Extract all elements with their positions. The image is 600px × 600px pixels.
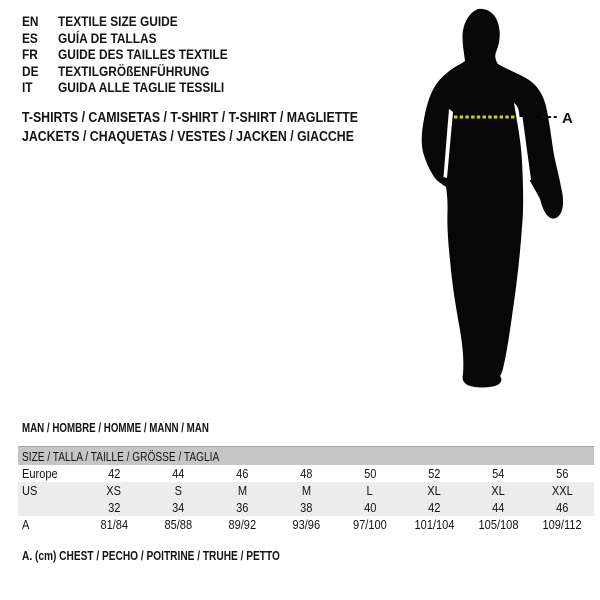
language-code-text: EN (22, 13, 39, 29)
row-label (18, 465, 82, 482)
table-cell (402, 465, 466, 482)
table-row-us-numeric (18, 499, 594, 516)
language-label: GUIDA ALLE TAGLIE TESSILI (58, 79, 225, 96)
language-label: GUÍA DE TALLAS (58, 29, 157, 46)
table-cell (274, 482, 338, 499)
category-tshirts (22, 109, 417, 128)
cell-text: 38 (299, 500, 313, 515)
table-cell (210, 516, 274, 533)
section-title-text: MAN / HOMBRE / HOMME / MANN / MAN (22, 421, 209, 435)
cell-text: 44 (171, 466, 185, 481)
table-cell (274, 465, 338, 482)
language-code (22, 13, 58, 30)
cell-text: 81/84 (100, 517, 128, 532)
cell-text: 46 (235, 466, 249, 481)
cell-text: 105/108 (478, 517, 518, 532)
table-cell (82, 482, 146, 499)
table-cell (274, 516, 338, 533)
row-label-text: A (22, 517, 30, 532)
cell-text: 56 (555, 466, 569, 481)
cell-text: 89/92 (228, 517, 256, 532)
cell-text: 109/112 (542, 517, 582, 532)
table-row-chest-a (18, 516, 594, 533)
table-cell (338, 482, 402, 499)
table-cell (82, 516, 146, 533)
table-row-us (18, 482, 594, 499)
cell-text: 42 (107, 466, 121, 481)
cell-text: 48 (299, 466, 313, 481)
language-row-it (22, 79, 258, 96)
cell-text: 50 (363, 466, 377, 481)
cell-text: 42 (427, 500, 441, 515)
language-label: GUIDE DES TAILLES TEXTILE (58, 46, 228, 63)
cell-text: XXL (551, 483, 573, 498)
table-cell (402, 482, 466, 499)
language-code-text: IT (22, 79, 33, 96)
table-header (18, 446, 594, 465)
man-silhouette (422, 9, 563, 388)
cell-text: 44 (491, 500, 505, 515)
cell-text: M (237, 483, 247, 498)
row-label (18, 482, 82, 499)
man-silhouette-svg (390, 0, 600, 400)
measure-label-a: A (562, 110, 573, 127)
section-title-man (22, 420, 262, 436)
row-label-text: US (22, 483, 38, 498)
table-header-text: SIZE / TALLA / TAILLE / GRÖSSE / TAGLIA (22, 449, 220, 464)
table-cell (466, 499, 530, 516)
cell-text: M (301, 483, 311, 498)
row-label (18, 516, 82, 533)
cell-text: 101/104 (414, 517, 454, 532)
language-row-de (22, 63, 258, 80)
measurement-footnote (22, 548, 353, 564)
cell-text: 93/96 (292, 517, 320, 532)
category-tshirts-text: T-SHIRTS / CAMISETAS / T-SHIRT / T-SHIRT / MAGLIETTE (22, 110, 358, 126)
table-cell (466, 482, 530, 499)
language-code-text: ES (22, 29, 38, 46)
table-cell (530, 482, 594, 499)
table-cell (146, 482, 210, 499)
table-cell (274, 499, 338, 516)
language-code-text: DE (22, 62, 39, 79)
language-code (22, 46, 58, 63)
category-jackets (22, 128, 417, 147)
cell-text: 40 (363, 500, 377, 515)
table-cell (402, 499, 466, 516)
category-list (22, 109, 417, 146)
language-row-fr (22, 46, 258, 63)
table-cell (146, 465, 210, 482)
size-table (18, 446, 594, 533)
language-label: TEXTILGRÖßENFÜHRUNG (58, 62, 210, 79)
language-code-text: FR (22, 46, 38, 63)
table-cell (210, 482, 274, 499)
cell-text: XL (427, 483, 441, 498)
table-cell (466, 465, 530, 482)
table-cell (146, 499, 210, 516)
cell-text: 36 (235, 500, 249, 515)
cell-text: L (366, 483, 374, 498)
table-cell (530, 516, 594, 533)
cell-text: XS (106, 483, 122, 498)
table-cell (82, 499, 146, 516)
table-cell (338, 465, 402, 482)
category-jackets-text: JACKETS / CHAQUETAS / VESTES / JACKEN / GIACCHE (22, 128, 354, 145)
cell-text: 46 (555, 500, 569, 515)
cell-text: XL (491, 483, 505, 498)
cell-text: 85/88 (164, 517, 192, 532)
table-cell (530, 465, 594, 482)
cell-text: 97/100 (353, 517, 387, 532)
man-silhouette-figure (390, 0, 600, 400)
table-cell (82, 465, 146, 482)
table-cell (530, 499, 594, 516)
cell-text: 32 (107, 500, 121, 515)
table-row-europe (18, 465, 594, 482)
table-cell (210, 465, 274, 482)
table-cell (146, 516, 210, 533)
row-label (18, 499, 82, 516)
table-cell (210, 499, 274, 516)
language-row-en (22, 13, 258, 30)
language-code (22, 30, 58, 47)
cell-text: 54 (491, 466, 505, 481)
language-list (22, 13, 258, 96)
language-code (22, 63, 58, 80)
table-cell (466, 516, 530, 533)
row-label-text: Europe (22, 466, 58, 481)
language-label: TEXTILE SIZE GUIDE (58, 13, 178, 29)
table-cell (402, 516, 466, 533)
cell-text: S (174, 483, 182, 498)
table-cell (338, 516, 402, 533)
cell-text: 34 (171, 500, 185, 515)
table-cell (338, 499, 402, 516)
measurement-footnote-text: A. (cm) CHEST / PECHO / POITRINE / TRUHE / PETTO (22, 548, 280, 563)
cell-text: 52 (427, 466, 441, 481)
language-row-es (22, 30, 258, 47)
language-code (22, 79, 58, 96)
